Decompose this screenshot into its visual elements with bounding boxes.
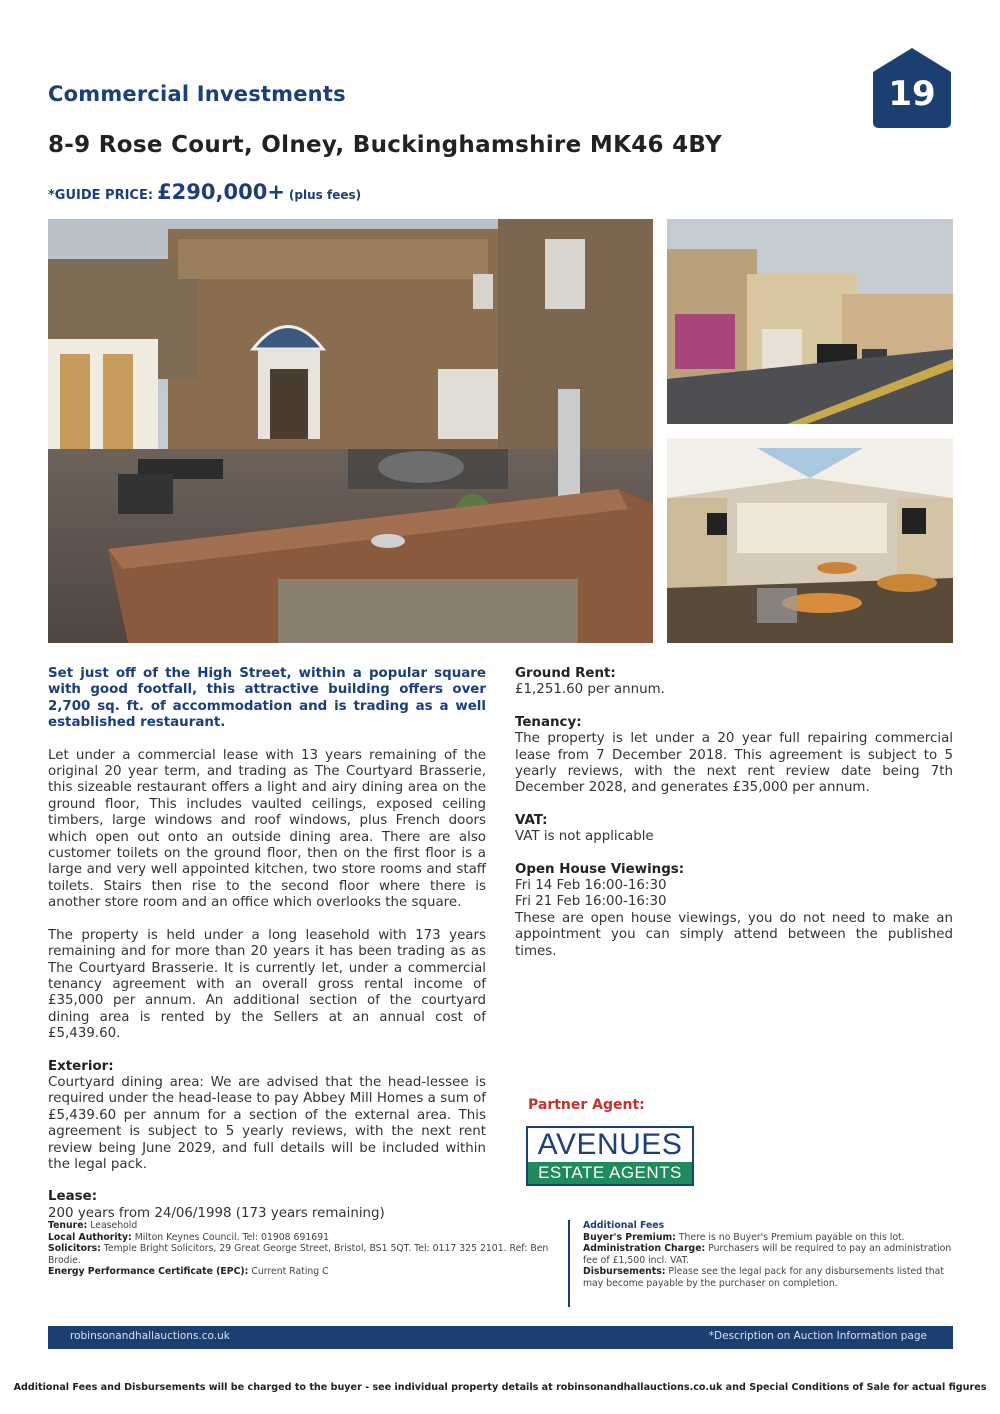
exterior-section (48, 1059, 486, 1174)
intro-text: Set just off of the High Street, within a popular square with good footfall, this attractive building offers over 2,700 sq. ft. of accommodation and is trading as a well established restaurant. (48, 666, 486, 731)
fees-divider (568, 1220, 570, 1307)
lease-text: 200 years from 24/06/1998 (173 years remaining) (48, 1205, 385, 1221)
right-column (515, 666, 953, 976)
lease-section (48, 1189, 486, 1222)
guide-price-label: *GUIDE PRICE: (48, 188, 154, 203)
authority-line: Local Authority: Milton Keynes Council. Tel: 01908 691691 (48, 1231, 330, 1243)
tenancy-heading: Tenancy: (515, 714, 582, 730)
footer-note: *Description on Auction Information page (708, 1330, 927, 1342)
guide-price-value: £290,000+ (157, 180, 285, 204)
admin-line: Administration Charge: Purchasers will be required to pay an administration fee of £1,500 incl. VAT. (583, 1243, 952, 1266)
exterior-text: Courtyard dining area: We are advised that the head-lessee is required under the head-lease to pay Abbey Mill Homes a sum of £5,439.60 per annum for a section of the external area. This agreement is subject to 5 yearly reviews, with the next rent review being June 2029, and full details will be included within the legal pack. (48, 1074, 486, 1172)
footer-website[interactable]: robinsonandhallauctions.co.uk (70, 1330, 230, 1342)
exterior-heading: Exterior: (48, 1058, 114, 1074)
viewings-section (515, 862, 953, 960)
ground-rent-section (515, 666, 953, 699)
epc-line: Energy Performance Certificate (EPC): Current Rating C (48, 1266, 329, 1277)
avenues-logo-bottom: ESTATE AGENTS (528, 1162, 692, 1184)
tenancy-section (515, 715, 953, 797)
disbursements-line: Disbursements: Please see the legal pack for any disbursements listed that may become payable by the purchaser on completion. (583, 1266, 945, 1289)
viewings-note: These are open house viewings, you do not need to make an appointment you can simply attend between the published times. (515, 910, 953, 959)
lot-badge (871, 46, 953, 130)
left-column (48, 666, 486, 1238)
viewing-slot-2: Fri 21 Feb 16:00-16:30 (515, 894, 667, 910)
guide-price-line (48, 180, 361, 204)
footer-bar (48, 1326, 953, 1349)
ground-rent-text: £1,251.60 per annum. (515, 682, 665, 698)
interior-photo (667, 438, 953, 643)
viewing-slot-1: Fri 14 Feb 16:00-16:30 (515, 878, 667, 894)
section-title: Commercial Investments (48, 82, 346, 106)
property-info (48, 1220, 558, 1278)
vat-heading: VAT: (515, 812, 548, 828)
avenues-logo-top: AVENUES (528, 1128, 692, 1162)
viewings-heading: Open House Viewings: (515, 861, 685, 877)
courtyard-photo (48, 219, 653, 643)
ground-rent-heading: Ground Rent: (515, 666, 616, 681)
avenues-logo (526, 1126, 694, 1186)
property-address: 8-9 Rose Court, Olney, Buckinghamshire MK46 4BY (48, 132, 722, 158)
description-para-2: The property is held under a long leasehold with 173 years remaining and for more than 20 years it has been trading as as The Courtyard Brasserie. It is currently let, under a commercial tenancy agreement with an overall gross rental income of £35,000 per annum. An additional section of the courtyard dining area is rented by the Sellers at an annual cost of £5,439.60. (48, 927, 486, 1042)
vat-section (515, 813, 953, 846)
disclaimer: Additional Fees and Disbursements will be charged to the buyer - see individual property details at robinsonandhallauctions.co.uk and Special Conditions of Sale for actual figures (13, 1382, 987, 1393)
additional-fees (583, 1220, 953, 1289)
vat-text: VAT is not applicable (515, 829, 654, 845)
tenure-line: Tenure: Leasehold (48, 1220, 138, 1231)
tenancy-text: The property is let under a 20 year full repairing commercial lease from 7 December 2018. This agreement is subject to 5 yearly reviews, with the next rent review date being 7th December 2028, and generates £35,000 per annum. (515, 731, 953, 796)
description-para-1: Let under a commercial lease with 13 years remaining of the original 20 year term, and trading as The Courtyard Brasserie, this sizeable restaurant offers a light and airy dining area on the ground floor, This includes vaulted ceilings, exposed ceiling timbers, large windows and roof windows, plus French doors which open out onto an outside dining area. There are also customer toilets on the ground floor, then on the first floor is a large and very well appointed kitchen, two store rooms and staff toilets. Stairs then rise to the second floor where there is another store room and an office which overlooks the square. (48, 747, 486, 911)
guide-price-fees: (plus fees) (288, 188, 362, 202)
premium-line: Buyer's Premium: There is no Buyer's Premium payable on this lot. (583, 1231, 905, 1243)
lease-heading: Lease: (48, 1189, 98, 1205)
solicitors-line: Solicitors: Temple Bright Solicitors, 29 Great George Street, Bristol, BS1 5QT. Tel: 0117 325 2101. Ref: Ben Brodie. (48, 1243, 549, 1266)
partner-agent-label: Partner Agent: (528, 1097, 645, 1113)
lot-number: 19 (888, 74, 936, 114)
fees-title: Additional Fees (583, 1220, 665, 1231)
street-photo (667, 219, 953, 424)
